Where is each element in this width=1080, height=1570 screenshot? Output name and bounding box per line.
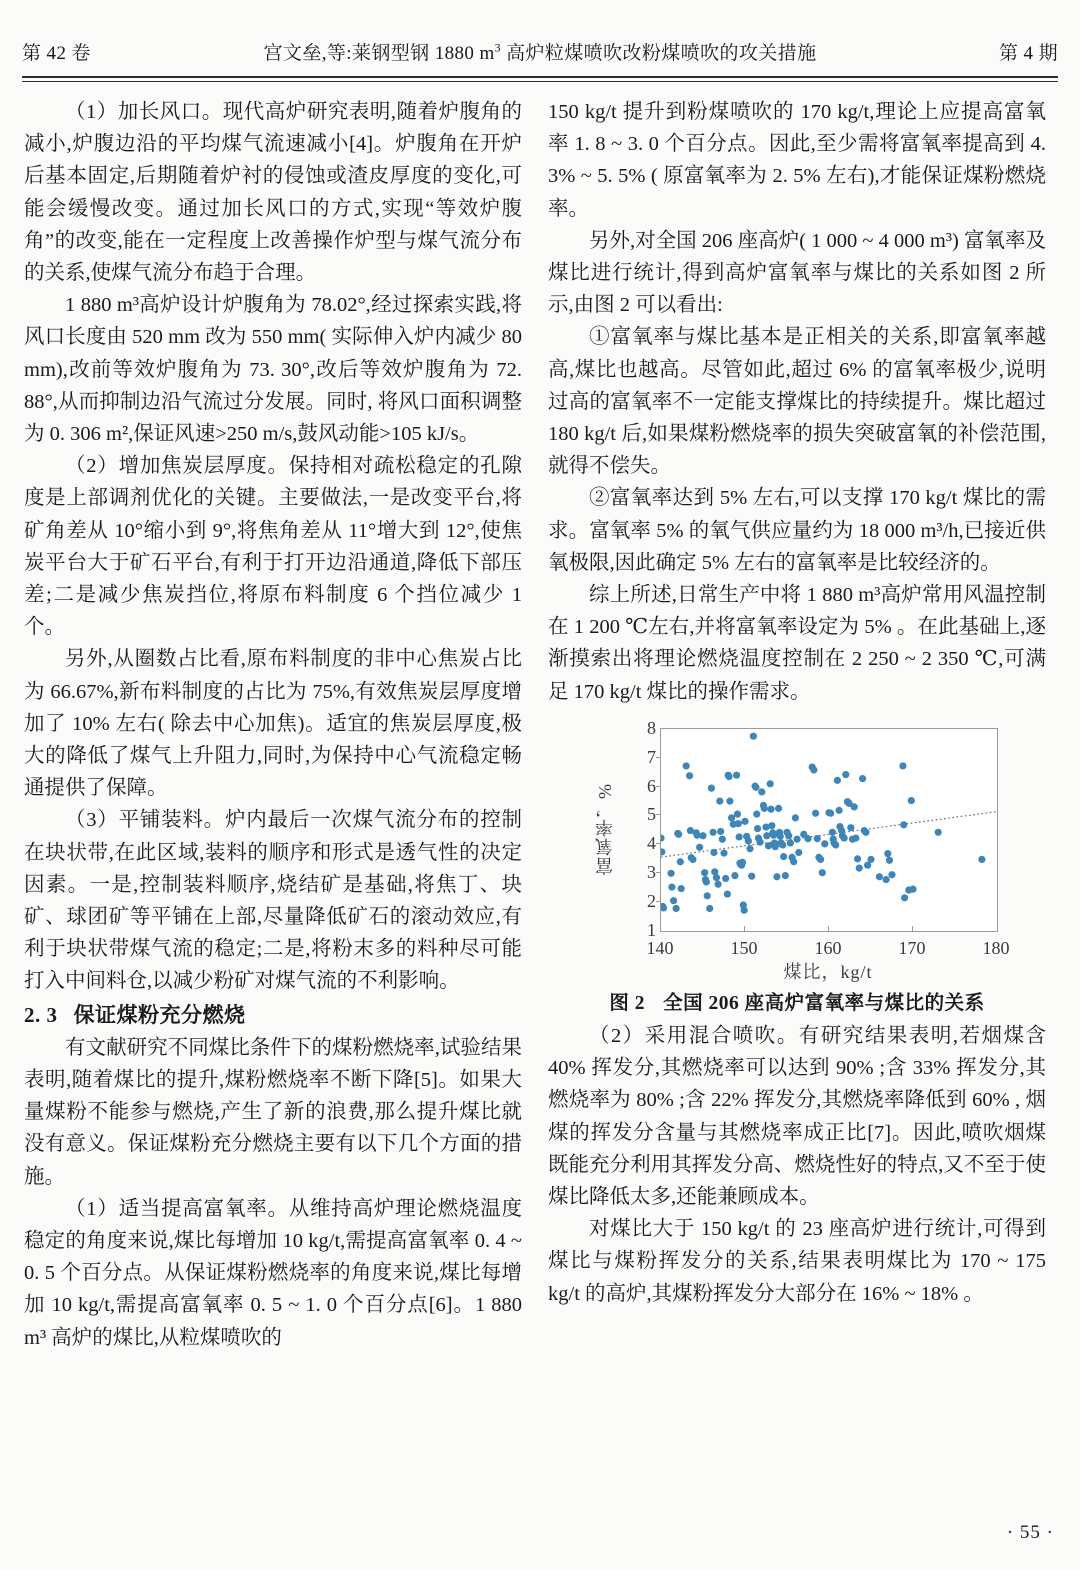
chart-data-point (675, 831, 682, 838)
figure-caption (548, 988, 1046, 1020)
chart-data-point (859, 775, 866, 782)
chart-data-point (745, 837, 752, 844)
chart-y-tick-label: 5 (647, 804, 656, 825)
chart-data-point (884, 850, 891, 857)
paragraph: 1 880 m³高炉设计炉腹角为 78.02°,经过探索实践,将风口长度由 520 mm 改为 550 mm( 实际伸入炉内减少 80 mm),改前等效炉腹角为 73. 30°,改后等效炉腹角为 72. 88°,从而抑制边沿气流过分发展。同时, 将风口面积调整为 0. 306 m²,保证风速>250 m/s,鼓风动能>105 kJ/s。 (24, 294, 522, 446)
paragraph: （1）加长风口。现代高炉研究表明,随着炉腹角的减小,炉腹边沿的平均煤气流速减小[4]。炉腹角在开炉后基本固定,后期随着炉衬的侵蚀或渣皮厚度的变化,可能会缓慢改变。通过加长风口的方式,实现“等效炉腹角”的改变,能在一定程度上改善操作炉型与煤气流分布的关系,使煤气流分布趋于合理。 (24, 101, 522, 285)
chart-data-point (792, 814, 799, 821)
chart-data-point (733, 771, 740, 778)
scatter-plot-svg (661, 729, 997, 931)
header-divider (22, 76, 1058, 82)
chart-data-point (867, 856, 874, 863)
chart-data-point (757, 838, 764, 845)
chart-data-point (735, 820, 742, 827)
chart-data-point (782, 872, 789, 879)
running-head-title (22, 38, 1058, 65)
chart-data-point (810, 766, 817, 773)
running-head-superscript: 3 (494, 41, 501, 55)
chart-data-point (817, 856, 824, 863)
figure-number: 图 2 (609, 992, 646, 1014)
chart-data-point (847, 824, 854, 831)
paragraph: 有文献研究不同煤比条件下的煤粉燃烧率,试验结果表明,随着煤比的提升,煤粉燃烧率不断下降[5]。如果大量煤粉不能参与燃烧,产生了新的浪费,那么提升煤比就没有意义。保证煤粉充分燃烧主要有以下几个方面的措施。 (24, 1036, 522, 1188)
chart-data-point (761, 805, 768, 812)
chart-data-point (667, 870, 674, 877)
chart-data-point (722, 875, 729, 882)
chart-data-point (708, 784, 715, 791)
chart-y-tick-label: 4 (647, 833, 656, 854)
chart-data-point (661, 834, 665, 841)
chart-data-point (683, 762, 690, 769)
chart-data-point (812, 810, 819, 817)
chart-data-point (851, 803, 858, 810)
scatter-chart (548, 717, 1046, 982)
running-head-title-post: 高炉粒煤喷吹改粉煤喷吹的攻关措施 (500, 43, 817, 64)
chart-data-point (704, 892, 711, 899)
chart-data-point (908, 797, 915, 804)
paragraph: （1）适当提高富氧率。从维持高炉理论燃烧温度稳定的角度来说,煤比每增加 10 kg/t,需提高富氧率 0. 4 ~ 0. 5 个百分点。从保证煤粉燃烧率的角度来说,煤比每增加 10 kg/t,需提高富氧率 0. 5 ~ 1. 0 个百分点[6]。1 880 m³ 高炉的煤比,从粒煤喷吹的 (24, 1197, 522, 1349)
chart-data-point (780, 853, 787, 860)
section-title: 保证煤粉充分燃烧 (73, 1002, 246, 1027)
chart-data-point (661, 848, 665, 855)
chart-data-point (862, 829, 869, 836)
chart-data-point (701, 869, 708, 876)
chart-data-point (677, 858, 684, 865)
chart-data-point (829, 829, 836, 836)
chart-data-point (670, 897, 677, 904)
chart-data-point (746, 845, 753, 852)
chart-data-point (758, 788, 765, 795)
chart-data-point (779, 841, 786, 848)
right-column (548, 96, 1046, 1310)
chart-x-tick-label: 150 (730, 937, 758, 958)
chart-data-point (703, 878, 710, 885)
chart-data-point (724, 890, 731, 897)
chart-data-point (710, 849, 717, 856)
chart-data-point (935, 829, 942, 836)
paragraph: 另外,对全国 206 座高炉( 1 000 ~ 4 000 m³) 富氧率及煤比进行统计,得到高炉富氧率与煤比的关系如图 2 所示,由图 2 可以看出: (548, 229, 1046, 317)
chart-x-tick-label: 160 (814, 937, 842, 958)
chart-data-point (750, 732, 757, 739)
chart-data-point (736, 833, 743, 840)
chart-plot-area (660, 728, 998, 932)
chart-data-point (752, 784, 759, 791)
chart-data-point (787, 839, 794, 846)
chart-data-point (854, 855, 861, 862)
section-number: 2. 3 (24, 1002, 58, 1027)
chart-data-point (832, 841, 839, 848)
chart-x-tick-label: 170 (898, 937, 926, 958)
chart-x-tick-mark (912, 926, 913, 932)
chart-data-point (699, 832, 706, 839)
chart-data-point (689, 856, 696, 863)
chart-data-point (717, 828, 724, 835)
running-head-volume: 第 42 卷 (22, 43, 91, 64)
chart-data-point (726, 797, 733, 804)
page-number: · 55 · (1006, 1522, 1054, 1543)
paragraph: 150 kg/t 提升到粉煤喷吹的 170 kg/t,理论上应提高富氧率 1. 8 ~ 3. 0 个百分点。因此,至少需将富氧率提高到 4. 3% ~ 5. 5% ( 原富氧率为 2. 5% 左右),才能保证煤粉燃烧率。 (548, 101, 1046, 220)
chart-x-tick-mark (828, 926, 829, 932)
chart-data-point (768, 822, 775, 829)
chart-data-point (741, 906, 748, 913)
chart-data-point (900, 821, 907, 828)
chart-data-point (748, 872, 755, 879)
running-head-title-pre: 宫文垒,等:莱钢型钢 1880 m (263, 43, 495, 64)
chart-data-point (876, 873, 883, 880)
paragraph: ②富氧率达到 5% 左右,可以支撑 170 kg/t 煤比的需求。富氧率 5% 的氧气供应量约为 18 000 m³/h,已接近供氧极限,因此确定 5% 左右的富氧率是比较经济的。 (548, 487, 1046, 574)
chart-data-point (852, 834, 859, 841)
chart-data-point (706, 905, 713, 912)
chart-data-point (715, 881, 722, 888)
chart-data-point (775, 805, 782, 812)
chart-data-point (888, 871, 895, 878)
chart-y-tick-label: 3 (647, 862, 656, 883)
figure-caption-text: 全国 206 座高炉富氧率与煤比的关系 (663, 992, 985, 1014)
chart-data-point (814, 835, 821, 842)
chart-data-point (753, 810, 760, 817)
chart-data-point (821, 840, 828, 847)
paragraph: （3）平铺装料。炉内最后一次煤气流分布的控制在块状带,在此区域,装料的顺序和形式是透气性的决定因素。一是,控制装料顺序,烧结矿是基础,将焦丁、块矿、球团矿等平铺在上部,尽量降低矿石的滚动效应,有利于块状带煤气流的稳定;二是,将粉末多的料种尽可能打入中间料仓,以减少粉矿对煤气流的不利影响。 (24, 809, 522, 993)
chart-x-axis-label: 煤比，kg/t (783, 961, 873, 982)
chart-data-point (795, 849, 802, 856)
chart-data-point (785, 832, 792, 839)
chart-y-tick-label: 7 (647, 746, 656, 767)
chart-data-point (731, 872, 738, 879)
running-head-issue: 第 4 期 (998, 43, 1058, 64)
chart-data-point (901, 894, 908, 901)
section-heading (24, 998, 522, 1032)
chart-data-point (819, 869, 826, 876)
chart-data-point (719, 835, 726, 842)
chart-data-point (725, 773, 732, 780)
chart-data-point (899, 762, 906, 769)
chart-data-point (856, 864, 863, 871)
chart-y-axis-ticks (618, 717, 656, 940)
chart-y-tick-label: 8 (647, 717, 656, 738)
figure-2 (548, 717, 1046, 1020)
paragraph: 综上所述,日常生产中将 1 880 m³高炉常用风温控制在 1 200 ℃左右,并将富氧率设定为 5% 。在此基础上,逐渐摸索出将理论燃烧温度控制在 2 250 ~ 2 350 ℃,可满足 170 kg/t 煤比的操作需求。 (548, 584, 1046, 703)
chart-data-point (978, 856, 985, 863)
chart-data-point (720, 849, 727, 856)
chart-data-point (739, 859, 746, 866)
chart-data-point (696, 844, 703, 851)
chart-data-point (668, 883, 675, 890)
chart-data-point (767, 805, 774, 812)
header-rule-thin (22, 81, 1058, 82)
paragraph: （2）增加焦炭层厚度。保持相对疏松稳定的孔隙度是上部调剂优化的关键。主要做法,一是改变平台,将矿角差从 10°缩小到 9°,将焦角差从 11°增大到 12°,使焦炭平台大于矿石平台,有利于打开边沿通道,降低下部压差;二是减少焦炭挡位,将原布料制度 6 个挡位减少 1 个。 (24, 455, 522, 639)
left-column (24, 96, 522, 1354)
chart-y-tick-label: 2 (647, 890, 656, 911)
chart-data-point (777, 833, 784, 840)
chart-data-point (886, 857, 893, 864)
chart-data-point (734, 810, 741, 817)
chart-data-point (841, 834, 848, 841)
chart-data-point (827, 810, 834, 817)
chart-data-point (713, 874, 720, 881)
chart-x-tick-mark (744, 926, 745, 932)
chart-data-point (773, 873, 780, 880)
chart-y-tick-label: 1 (647, 919, 656, 940)
chart-data-point (678, 885, 685, 892)
chart-data-point (661, 904, 667, 911)
chart-data-point (754, 825, 761, 832)
chart-data-point (909, 885, 916, 892)
paragraph: ①富氧率与煤比基本是正相关的关系,即富氧率越高,煤比也越高。尽管如此,超过 6% 的富氧率极少,说明过高的富氧率不一定能支撑煤比的持续提升。煤比超过 180 kg/t 后,如果煤粉燃烧率的损失突破富氧的补偿范围,就得不偿失。 (548, 326, 1046, 478)
paragraph: 另外,从圈数占比看,原布料制度的非中心焦炭占比为 66.67%,新布料制度的占比为 75%,有效焦炭层厚度增加了 10% 左右( 除去中心加焦)。适宜的焦炭层厚度,极大的降低了煤气上升阻力,同时,为保持中心气流稳定畅通提供了保障。 (24, 648, 522, 800)
chart-data-point (883, 876, 890, 883)
chart-data-point (835, 807, 842, 814)
chart-data-point (767, 780, 774, 787)
chart-y-axis-label: 富氧率，% (594, 782, 615, 875)
chart-data-point (686, 772, 693, 779)
chart-x-tick-label: 140 (646, 937, 674, 958)
chart-data-point (804, 835, 811, 842)
chart-data-point (793, 835, 800, 842)
chart-data-point (842, 771, 849, 778)
paragraph: 对煤比大于 150 kg/t 的 23 座高炉进行统计,可得到煤比与煤粉挥发分的关系,结果表明煤比为 170 ~ 175 kg/t 的高炉,其煤粉挥发分大部分在 16% ~ 18% 。 (548, 1218, 1046, 1305)
chart-data-point (741, 818, 748, 825)
chart-data-point (834, 777, 841, 784)
paragraph: （2）采用混合喷吹。有研究结果表明,若烟煤含 40% 挥发分,其燃烧率可以达到 90% ;含 33% 挥发分,其燃烧率为 80% ;含 22% 挥发分,其燃烧率降低到 60% , 烟煤的挥发分含量与其燃烧率成正比[7]。因此,喷吹烟煤既能充分利用其挥发分高、燃烧性好的特点,又不至于使煤比降低太多,还能兼顾成本。 (548, 1025, 1046, 1209)
chart-data-point (673, 905, 680, 912)
chart-x-tick-label: 180 (982, 937, 1010, 958)
chart-data-point (716, 797, 723, 804)
running-head (22, 38, 1058, 65)
chart-data-point (709, 829, 716, 836)
chart-x-axis-ticks (646, 932, 1010, 958)
chart-y-tick-label: 6 (647, 775, 656, 796)
chart-data-point (790, 858, 797, 865)
